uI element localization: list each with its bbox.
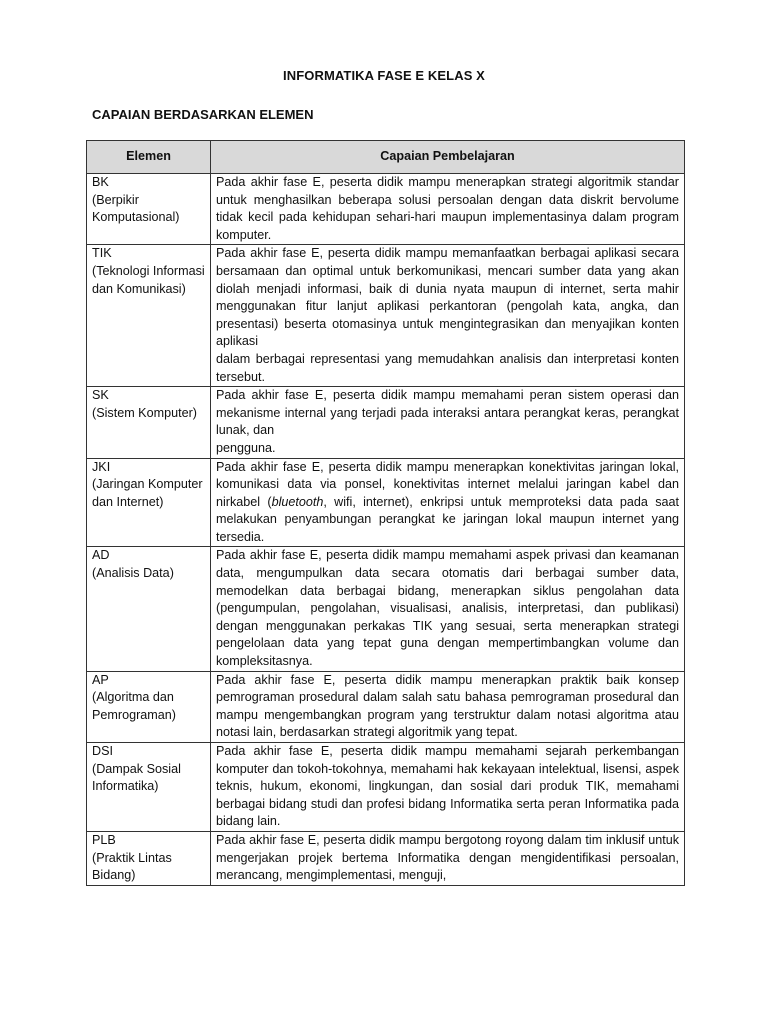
capaian-text: pengguna. [216, 440, 276, 455]
elemen-code: PLB [92, 832, 116, 847]
capaian-text: Pada akhir fase E, peserta didik mampu memanfaatkan berbagai aplikasi secara bersamaan dan optimal untuk berkomunikasi, mencari sumber data yang akan diolah menjadi informasi, baik di dunia nyata maupun di internet, serta mahir menggunakan fitur lanjut aplikasi perkantoran (pengolah kata, angka, dan presentasi) beserta otomasinya untuk mengintegrasikan dan menyajikan konten aplikasi [216, 246, 679, 349]
capaian-cell [211, 245, 685, 387]
document-title: INFORMATIKA FASE E KELAS X [283, 68, 485, 83]
capaian-cell [211, 458, 685, 547]
elemen-cell [87, 174, 211, 245]
capaian-text: dalam berbagai representasi yang memudahkan analisis dan interpretasi konten tersebut. [216, 351, 679, 384]
table-row-jki [87, 458, 685, 547]
elemen-code: JKI [92, 459, 111, 474]
capaian-cell [211, 387, 685, 458]
table-row-plb [87, 831, 685, 885]
elemen-name: (Berpikir Komputasional) [92, 192, 180, 225]
elemen-code: SK [92, 388, 109, 403]
capaian-text-part: Pada akhir fase E, peserta didik mampu menerapkan konektivitas jaringan lokal, komunikasi data via ponsel, konektivitas internet melalui jaringan kabel dan nirkabel ( [216, 459, 679, 509]
elemen-name: (Teknologi Informasi dan Komunikasi) [92, 263, 205, 296]
capaian-table [86, 140, 685, 886]
elemen-code: BK [92, 175, 109, 189]
capaian-text: Pada akhir fase E, peserta didik mampu menerapkan praktik baik konsep pemrograman prosedural dalam salah satu bahasa pemrograman prosedural dan mampu mengembangkan program yang terstruktur dalam notasi algoritma atau notasi lain, berdasarkan strategi algoritmik yang tepat. [216, 672, 679, 740]
table-row-ad [87, 547, 685, 671]
table-row-dsi [87, 743, 685, 832]
capaian-cell [211, 831, 685, 885]
elemen-cell [87, 743, 211, 832]
elemen-name: (Sistem Komputer) [92, 405, 197, 420]
capaian-text: Pada akhir fase E, peserta didik mampu memahami aspek privasi dan keamanan data, mengumpulkan data secara otomatis dari berbagai sumber data, memodelkan data berbagai bidang, menerapkan siklus pengolahan data (pengumpulan, pengolahan, visualisasi, analisis, interpretasi, dan publikasi) dengan menggunakan perkakas TIK yang sesuai, serta menerapkan strategi pengelolaan data yang tepat guna dengan mempertimbangkan volume dan kompleksitasnya. [216, 548, 679, 669]
elemen-cell [87, 671, 211, 742]
header-capaian: Capaian Pembelajaran [211, 141, 685, 174]
capaian-cell [211, 743, 685, 832]
table-row-bk [87, 174, 685, 245]
elemen-name: (Dampak Sosial Informatika) [92, 761, 181, 794]
capaian-text [216, 459, 679, 547]
elemen-cell [87, 245, 211, 387]
elemen-name: (Praktik Lintas Bidang) [92, 850, 172, 883]
table-row-ap [87, 671, 685, 742]
capaian-text-part: , wifi, internet), enkripsi untuk memproteksi data pada saat melakukan penyambungan perangkat ke jaringan lokal maupun internet yang tersedia. [216, 494, 679, 544]
header-elemen: Elemen [87, 141, 211, 174]
elemen-code: DSI [92, 744, 113, 758]
elemen-code: TIK [92, 246, 112, 261]
table-row-tik [87, 245, 685, 387]
capaian-italic-term: bluetooth [271, 494, 324, 509]
elemen-name: (Jaringan Komputer dan Internet) [92, 477, 203, 509]
elemen-cell [87, 387, 211, 458]
capaian-text: Pada akhir fase E, peserta didik mampu bergotong royong dalam tim inklusif untuk mengerjakan projek bertema Informatika dengan mengidentifikasi persoalan, merancang, mengimplementasi, menguji, [216, 832, 679, 883]
elemen-code: AD [92, 548, 110, 563]
elemen-code: AP [92, 672, 109, 687]
elemen-name: (Algoritma dan Pemrograman) [92, 690, 176, 722]
section-title: CAPAIAN BERDASARKAN ELEMEN [92, 107, 314, 122]
elemen-name: (Analisis Data) [92, 566, 174, 581]
elemen-cell [87, 831, 211, 885]
elemen-cell [87, 458, 211, 547]
capaian-cell [211, 547, 685, 671]
capaian-text: Pada akhir fase E, peserta didik mampu menerapkan strategi algoritmik standar untuk menghasilkan beberapa solusi persoalan dengan data diskrit bervolume tidak kecil pada kehidupan sehari-hari maupun implementasinya dalam program komputer. [216, 175, 679, 242]
elemen-cell [87, 547, 211, 671]
capaian-text: Pada akhir fase E, peserta didik mampu memahami peran sistem operasi dan mekanisme internal yang terjadi pada interaksi antara perangkat keras, perangkat lunak, dan [216, 388, 679, 438]
capaian-cell [211, 174, 685, 245]
table-header-row [87, 141, 685, 174]
capaian-text: Pada akhir fase E, peserta didik mampu memahami sejarah perkembangan komputer dan tokoh-tokohnya, memahami hak kekayaan intelektual, lisensi, aspek teknis, hukum, ekonomi, lingkungan, dan sosial dari produk TIK, memahami berbagai bidang studi dan profesi bidang Informatika serta peran Informatika pada bidang lain. [216, 744, 679, 829]
table-row-sk [87, 387, 685, 458]
capaian-cell [211, 671, 685, 742]
